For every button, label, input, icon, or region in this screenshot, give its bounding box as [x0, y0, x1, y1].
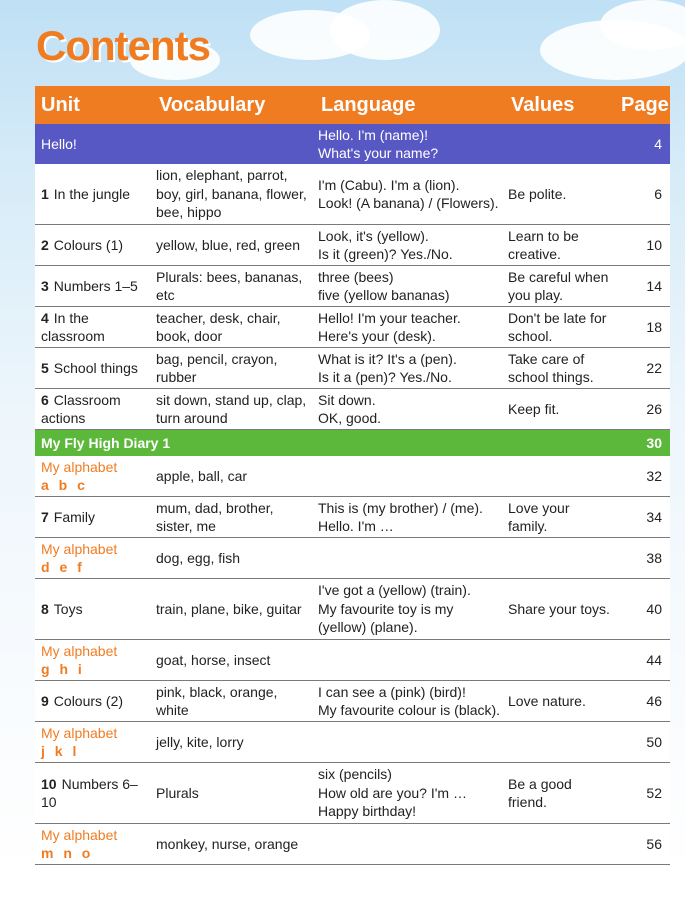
values-cell	[505, 124, 615, 164]
unit-number: 1	[41, 185, 49, 202]
values-cell: Take care of school things.	[505, 348, 615, 389]
alphabet-letters: j k l	[41, 743, 80, 759]
unit-number: 7	[41, 508, 49, 525]
page-cell: 10	[615, 225, 670, 266]
vocabulary-cell: Plurals: bees, bananas, etc	[153, 266, 315, 307]
values-cell	[505, 722, 615, 763]
language-cell	[315, 266, 505, 307]
page-title: Contents	[36, 22, 210, 69]
language-cell	[315, 538, 505, 579]
unit-name: Colours (1)	[53, 236, 124, 253]
values-cell: Keep fit.	[505, 389, 615, 430]
unit-name: Classroom actions	[41, 391, 121, 426]
unit-cell	[35, 681, 153, 722]
values-cell: Love your family.	[505, 497, 615, 538]
page-cell: 52	[615, 763, 670, 824]
unit-cell	[35, 640, 153, 681]
unit-cell	[35, 164, 153, 225]
unit-name: Numbers 6–10	[41, 775, 138, 810]
language-cell	[315, 225, 505, 266]
language-line: Happy birthday!	[318, 803, 417, 820]
language-line: What's your name?	[318, 145, 439, 161]
language-line: Hello. I'm …	[318, 518, 394, 534]
language-cell	[315, 456, 505, 497]
unit-cell	[35, 824, 153, 865]
unit-cell: Hello!	[35, 124, 153, 164]
language-line: Hello. I'm (name)!	[318, 126, 429, 143]
values-cell	[505, 538, 615, 579]
vocabulary-cell: train, plane, bike, guitar	[153, 579, 315, 640]
language-line: How old are you? I'm …	[318, 784, 467, 801]
unit-number: 5	[41, 359, 49, 376]
language-line: Hello! I'm your teacher.	[318, 309, 461, 326]
values-cell: Be polite.	[505, 164, 615, 225]
alphabet-letters: d e f	[41, 559, 85, 575]
vocabulary-cell: yellow, blue, red, green	[153, 225, 315, 266]
unit-cell	[35, 389, 153, 430]
language-cell	[315, 389, 505, 430]
vocabulary-cell: Plurals	[153, 763, 315, 824]
vocabulary-cell: apple, ball, car	[153, 456, 315, 497]
vocabulary-cell: teacher, desk, chair, book, door	[153, 307, 315, 348]
language-cell	[315, 164, 505, 225]
language-line: I'm (Cabu). I'm a (lion).	[318, 176, 460, 193]
table-row-alphabet	[35, 538, 670, 579]
values-cell	[505, 640, 615, 681]
page-cell: 32	[615, 456, 670, 497]
header-values: Values	[505, 86, 615, 124]
values-cell: Be a good friend.	[505, 763, 615, 824]
language-line: six (pencils)	[318, 766, 392, 783]
values-cell: Be careful when you play.	[505, 266, 615, 307]
language-line: five (yellow bananas)	[318, 287, 450, 303]
alphabet-label: My alphabet	[41, 642, 118, 659]
vocabulary-cell: sit down, stand up, clap, turn around	[153, 389, 315, 430]
language-cell	[315, 824, 505, 865]
language-line: My favourite toy is my	[318, 600, 454, 617]
values-cell: Love nature.	[505, 681, 615, 722]
unit-cell	[35, 225, 153, 266]
language-line: Look, it's (yellow).	[318, 227, 429, 244]
table-row	[35, 681, 670, 722]
language-line: Is it a (pen)? Yes./No.	[318, 369, 452, 385]
unit-cell	[35, 266, 153, 307]
table-row	[35, 497, 670, 538]
page-cell: 6	[615, 164, 670, 225]
language-cell	[315, 722, 505, 763]
header-page: Page	[615, 86, 670, 124]
page-cell: 14	[615, 266, 670, 307]
unit-cell	[35, 763, 153, 824]
language-line: Look! (A banana) / (Flowers).	[318, 195, 499, 211]
unit-name: In the jungle	[53, 185, 131, 202]
unit-name: In the classroom	[41, 309, 105, 344]
language-cell	[315, 681, 505, 722]
values-cell: Don't be late for school.	[505, 307, 615, 348]
vocabulary-cell: dog, egg, fish	[153, 538, 315, 579]
table-row-alphabet	[35, 722, 670, 763]
unit-number: 3	[41, 277, 49, 294]
table-row	[35, 389, 670, 430]
unit-name: Toys	[53, 600, 83, 617]
language-cell	[315, 640, 505, 681]
alphabet-letters: g h i	[41, 661, 85, 677]
unit-name: School things	[53, 359, 138, 376]
header-unit: Unit	[35, 86, 153, 124]
vocabulary-cell: monkey, nurse, orange	[153, 824, 315, 865]
table-row	[35, 307, 670, 348]
page-cell: 30	[615, 430, 670, 457]
vocabulary-cell	[153, 124, 315, 164]
language-line: OK, good.	[318, 410, 382, 426]
unit-cell	[35, 722, 153, 763]
unit-cell: My Fly High Diary 1	[35, 430, 615, 457]
unit-cell	[35, 456, 153, 497]
language-cell	[315, 579, 505, 640]
values-cell	[505, 824, 615, 865]
language-line: This is (my brother) / (me).	[318, 499, 483, 516]
vocabulary-cell: bag, pencil, crayon, rubber	[153, 348, 315, 389]
values-cell	[505, 456, 615, 497]
unit-number: 9	[41, 692, 49, 709]
language-line: Is it (green)? Yes./No.	[318, 246, 453, 262]
page-cell: 34	[615, 497, 670, 538]
unit-name: Family	[53, 508, 96, 525]
language-line: (yellow) (plane).	[318, 619, 418, 636]
alphabet-letters: m n o	[41, 845, 94, 861]
language-line: I can see a (pink) (bird)!	[318, 683, 466, 700]
unit-name: Colours (2)	[53, 692, 124, 709]
language-line: What is it? It's a (pen).	[318, 350, 457, 367]
page-cell: 4	[615, 124, 670, 164]
vocabulary-cell: mum, dad, brother, sister, me	[153, 497, 315, 538]
alphabet-letters: a b c	[41, 477, 88, 493]
alphabet-label: My alphabet	[41, 724, 118, 741]
unit-cell	[35, 538, 153, 579]
page-cell: 26	[615, 389, 670, 430]
language-line: My favourite colour is (black).	[318, 702, 501, 718]
table-row	[35, 225, 670, 266]
vocabulary-cell: pink, black, orange, white	[153, 681, 315, 722]
language-cell	[315, 124, 505, 164]
table-row-diary	[35, 430, 670, 457]
values-cell: Share your toys.	[505, 579, 615, 640]
vocabulary-cell: jelly, kite, lorry	[153, 722, 315, 763]
unit-cell	[35, 579, 153, 640]
table-row-hello	[35, 124, 670, 164]
language-line: Here's your (desk).	[318, 328, 436, 344]
language-cell	[315, 497, 505, 538]
contents-table	[35, 86, 670, 865]
unit-number: 6	[41, 391, 49, 408]
alphabet-label: My alphabet	[41, 540, 118, 557]
table-row-alphabet	[35, 824, 670, 865]
unit-cell	[35, 307, 153, 348]
unit-number: 4	[41, 309, 49, 326]
language-line: three (bees)	[318, 268, 394, 285]
table-row	[35, 164, 670, 225]
alphabet-label: My alphabet	[41, 458, 118, 475]
table-row	[35, 348, 670, 389]
page-cell: 44	[615, 640, 670, 681]
table-row	[35, 579, 670, 640]
table-row-alphabet	[35, 456, 670, 497]
table-row-alphabet	[35, 640, 670, 681]
unit-cell	[35, 348, 153, 389]
values-cell: Learn to be creative.	[505, 225, 615, 266]
alphabet-label: My alphabet	[41, 826, 118, 843]
cloud-decoration	[330, 0, 440, 60]
header-row	[35, 86, 670, 124]
language-cell	[315, 307, 505, 348]
vocabulary-cell: lion, elephant, parrot, boy, girl, banana, flower, bee, hippo	[153, 164, 315, 225]
page-cell: 46	[615, 681, 670, 722]
unit-number: 10	[41, 775, 57, 792]
page-cell: 22	[615, 348, 670, 389]
unit-cell	[35, 497, 153, 538]
language-line: Sit down.	[318, 391, 376, 408]
page-cell: 18	[615, 307, 670, 348]
page-cell: 38	[615, 538, 670, 579]
unit-number: 2	[41, 236, 49, 253]
unit-number: 8	[41, 600, 49, 617]
unit-name: Numbers 1–5	[53, 277, 138, 294]
vocabulary-cell: goat, horse, insect	[153, 640, 315, 681]
header-language: Language	[315, 86, 505, 124]
table-row	[35, 266, 670, 307]
page-cell: 40	[615, 579, 670, 640]
language-cell	[315, 348, 505, 389]
language-line: I've got a (yellow) (train).	[318, 582, 471, 599]
table-row	[35, 763, 670, 824]
page-cell: 50	[615, 722, 670, 763]
page-cell: 56	[615, 824, 670, 865]
language-cell	[315, 763, 505, 824]
header-vocabulary: Vocabulary	[153, 86, 315, 124]
